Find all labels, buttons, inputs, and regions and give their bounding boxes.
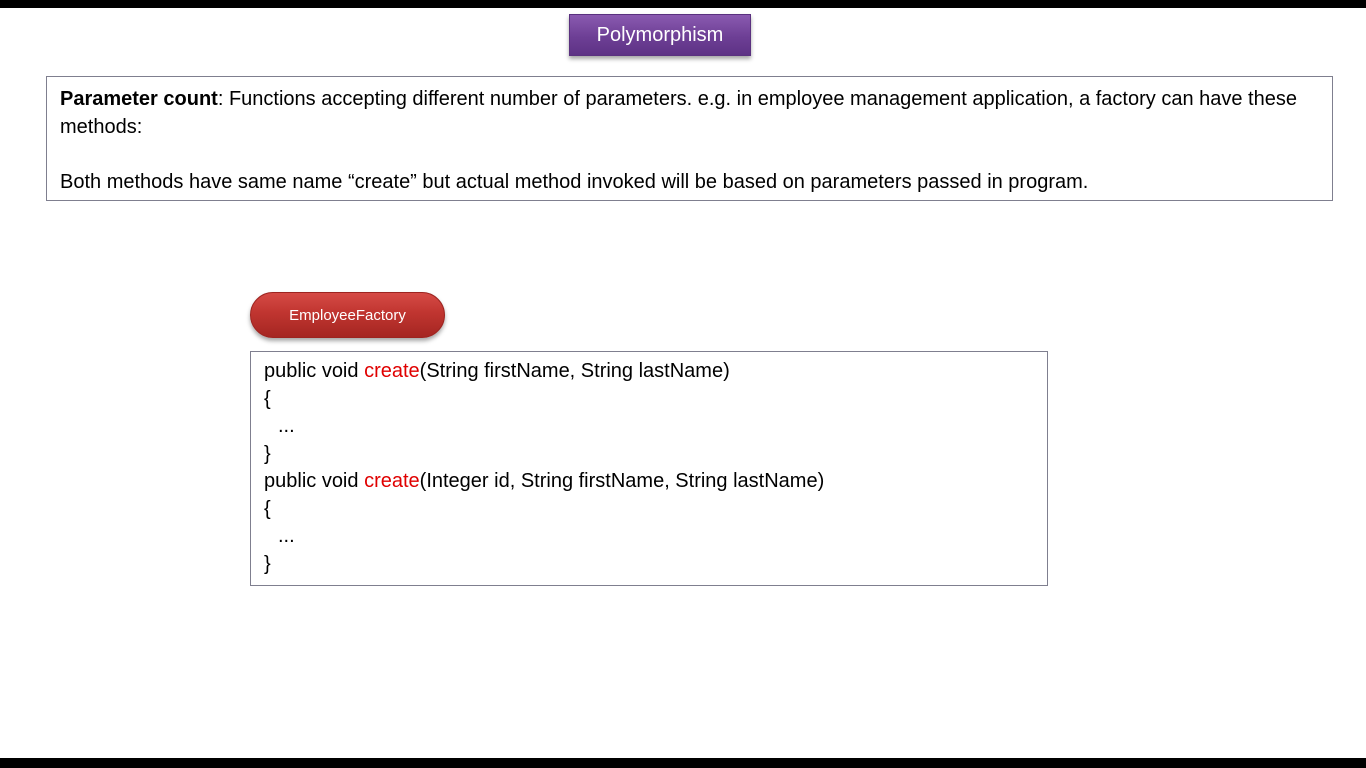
description-box — [46, 76, 1333, 201]
top-black-bar — [0, 0, 1366, 8]
code-line-method1-signature — [264, 358, 1034, 386]
code-box — [250, 351, 1048, 586]
method2-name: create — [364, 470, 420, 492]
method2-params: (Integer id, String firstName, String lastName) — [419, 470, 825, 492]
description-term: Parameter count — [60, 88, 218, 110]
method1-name: create — [364, 360, 420, 382]
code-line-method2-open: { — [264, 497, 271, 520]
description-text-1: : Functions accepting different number of parameters. e.g. in employee management application, a factory can have these methods: — [60, 88, 1297, 138]
method2-prefix: public void — [264, 470, 365, 492]
employee-factory-label — [250, 292, 445, 338]
code-line-method2-close: } — [264, 552, 271, 575]
bottom-black-bar — [0, 758, 1366, 768]
code-line-method1-close: } — [264, 442, 271, 465]
employee-factory-label-text: EmployeeFactory — [289, 306, 406, 324]
method1-params: (String firstName, String lastName) — [419, 360, 730, 382]
code-line-method2-signature — [264, 468, 1034, 496]
slide-title — [569, 14, 751, 56]
code-line-method2-body: ... — [278, 525, 295, 547]
slide-title-text: Polymorphism — [596, 23, 724, 46]
code-line-method1-body: ... — [278, 415, 295, 437]
description-paragraph-1 — [60, 85, 1319, 141]
code-line-method1-open: { — [264, 387, 271, 410]
method1-prefix: public void — [264, 360, 365, 382]
description-spacer — [60, 141, 1319, 168]
description-paragraph-2: Both methods have same name “create” but actual method invoked will be based on parameters passed in program. — [60, 171, 1089, 193]
